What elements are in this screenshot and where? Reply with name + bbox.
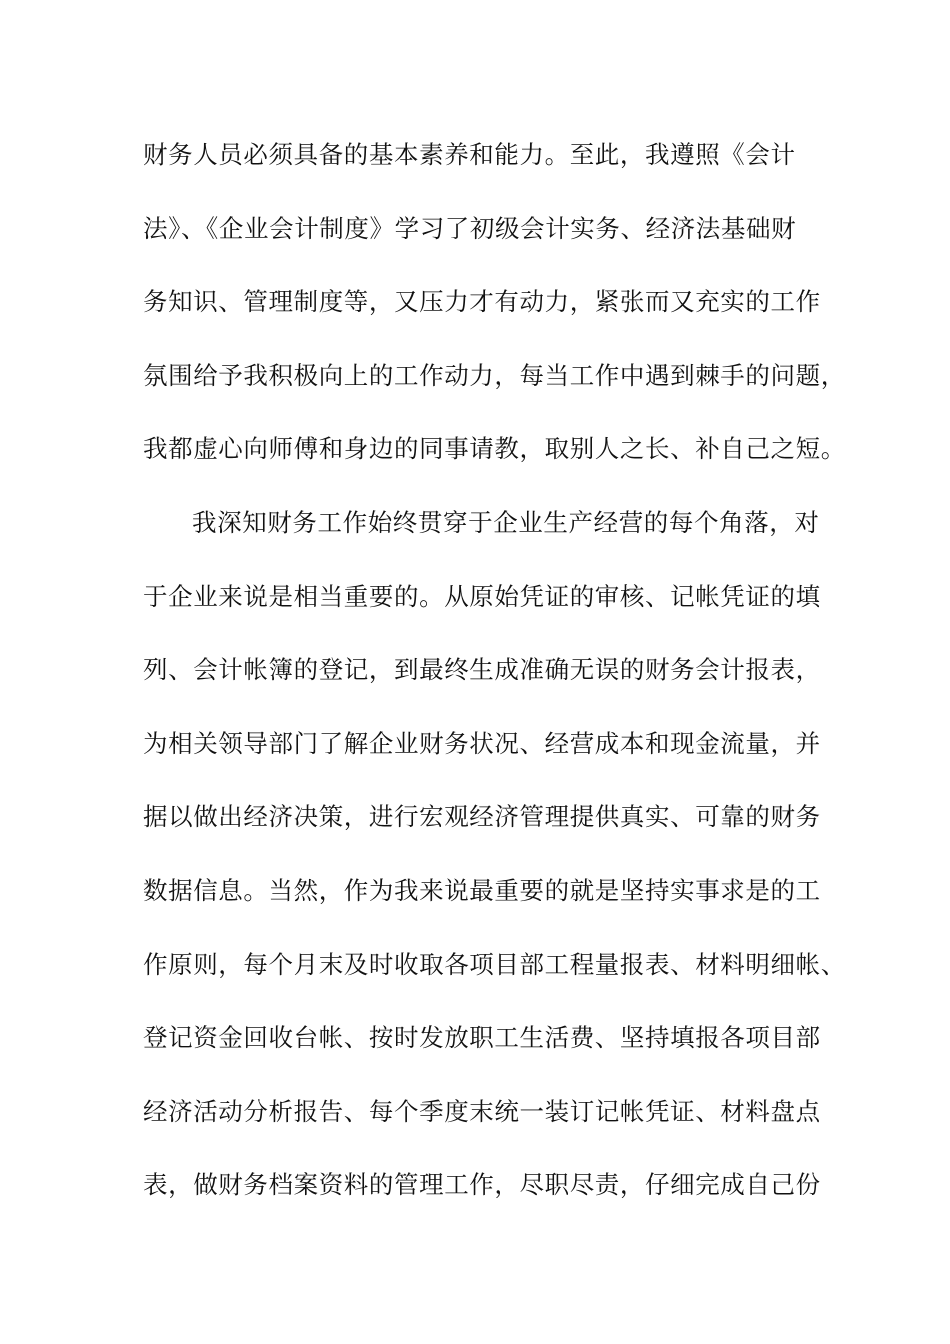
paragraph-first-line: 我深知财务工作始终贯穿于企业生产经营的每个角落，对 [192, 507, 820, 537]
text-line: 财务人员必须具备的基本素养和能力。至此，我遵照《会计 [143, 140, 796, 169]
text-line: 数据信息。当然，作为我来说最重要的就是坚持实事求是的工 [143, 875, 821, 905]
text-line: 据以做出经济决策，进行宏观经济管理提供真实、可靠的财务 [143, 802, 821, 832]
text-line: 于企业来说是相当重要的。从原始凭证的审核、记帐凭证的填 [143, 581, 821, 611]
text-line: 表，做财务档案资料的管理工作，尽职尽责，仔细完成自己份 [143, 1170, 821, 1200]
text-line: 登记资金回收台帐、按时发放职工生活费、坚持填报各项目部 [143, 1023, 821, 1053]
text-line: 法》、《企业会计制度》学习了初级会计实务、经济法基础财 [143, 213, 797, 243]
text-line: 为相关领导部门了解企业财务状况、经营成本和现金流量，并 [143, 728, 821, 758]
body-text [143, 126, 846, 1230]
text-line: 作原则，每个月末及时收取各项目部工程量报表、材料明细帐、 [143, 949, 846, 979]
text-line: 务知识、管理制度等，又压力才有动力，紧张而又充实的工作 [143, 287, 821, 317]
text-line: 经济活动分析报告、每个季度末统一装订记帐凭证、材料盘点 [143, 1096, 821, 1126]
text-line: 我都虚心向师傅和身边的同事请教，取别人之长、补自己之短。 [143, 434, 846, 464]
text-line: 氛围给予我积极向上的工作动力，每当工作中遇到棘手的问题， [143, 360, 846, 390]
text-line: 列、会计帐簿的登记，到最终生成准确无误的财务会计报表， [143, 655, 821, 685]
